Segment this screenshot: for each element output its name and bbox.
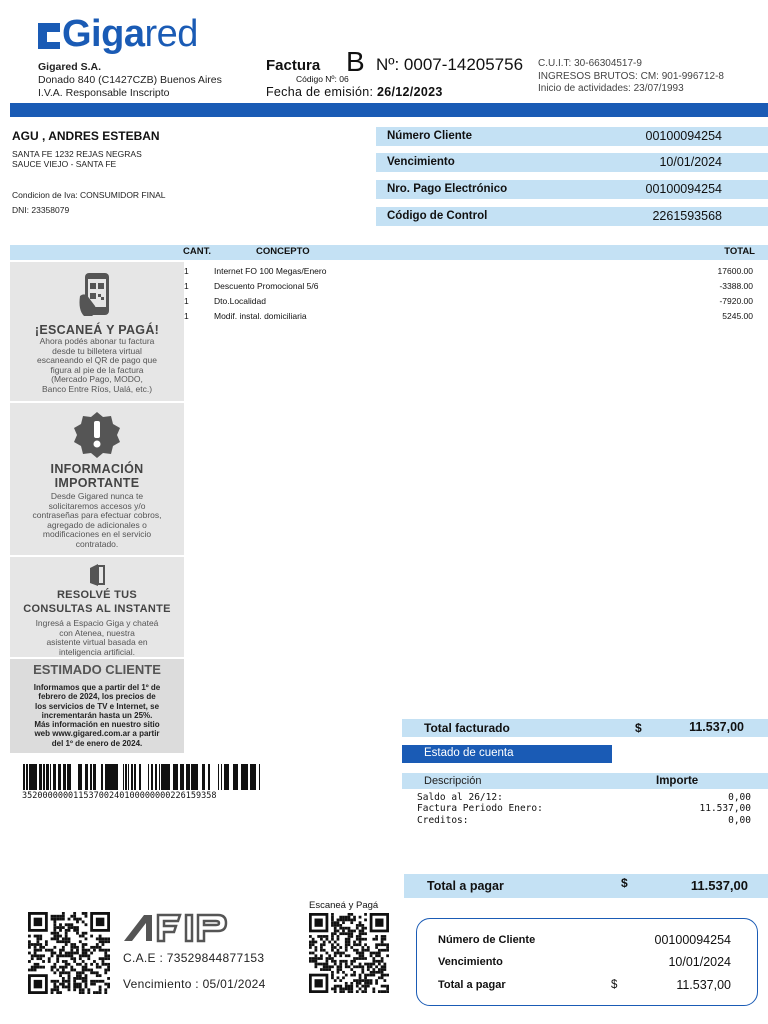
info-row-numero-cliente bbox=[376, 127, 768, 146]
company-name: Gigared S.A. bbox=[38, 61, 102, 73]
summary-row-vencimiento bbox=[438, 954, 734, 970]
cae-vencimiento: Vencimiento : 05/01/2024 bbox=[123, 977, 266, 991]
invoice-title: Factura bbox=[266, 57, 321, 74]
consultas-title-2: CONSULTAS AL INSTANTE bbox=[23, 603, 171, 615]
descripcion-header bbox=[402, 773, 768, 789]
afip-logo bbox=[122, 911, 246, 943]
company-address: Donado 840 (C1427CZB) Buenos Aires bbox=[38, 74, 222, 86]
header-divider bbox=[10, 103, 768, 117]
item-total: 5245.00 bbox=[722, 311, 753, 321]
summary-currency: $ bbox=[611, 979, 618, 991]
account-row-label: Saldo al 26/12: bbox=[417, 792, 503, 803]
client-address-line-2: SAUCE VIEJO - SANTA FE bbox=[12, 159, 117, 169]
client-dni: DNI: 23358079 bbox=[12, 205, 70, 215]
important-title-1: INFORMACIÓN bbox=[50, 462, 144, 476]
estado-cuenta-header bbox=[402, 745, 612, 763]
table-row bbox=[184, 311, 754, 325]
summary-label: Vencimiento bbox=[438, 956, 503, 968]
col-concepto: CONCEPTO bbox=[256, 246, 310, 257]
summary-value: 11.537,00 bbox=[676, 978, 731, 992]
issue-date bbox=[266, 85, 443, 99]
client-iva-condition: Condicion de Iva: CONSUMIDOR FINAL bbox=[12, 190, 166, 200]
scan-and-pay-block bbox=[10, 262, 184, 401]
invoice-codigo: Código Nº: 06 bbox=[296, 74, 349, 84]
client-address-line-1: SANTA FE 1232 REJAS NEGRAS bbox=[12, 149, 142, 159]
item-concepto: Descuento Promocional 5/6 bbox=[214, 281, 319, 291]
total-facturado-row bbox=[402, 719, 768, 737]
info-value: 2261593568 bbox=[652, 209, 722, 223]
item-cant: 1 bbox=[184, 311, 189, 321]
item-concepto: Dto.Localidad bbox=[214, 296, 266, 306]
item-concepto: Internet FO 100 Megas/Enero bbox=[214, 266, 327, 276]
important-text: Desde Gigared nunca te solicitaremos accesos y/o contraseñas para efectuar cobros, agregado de adicionales o modificaciones en el servicio contratado. bbox=[32, 491, 162, 549]
summary-row-total bbox=[438, 977, 734, 993]
payment-qr-code[interactable] bbox=[309, 913, 389, 993]
item-total: 17600.00 bbox=[717, 266, 753, 276]
account-row-label: Creditos: bbox=[417, 815, 469, 826]
item-cant: 1 bbox=[184, 296, 189, 306]
info-row-pago-electronico bbox=[376, 180, 768, 199]
account-row bbox=[417, 803, 751, 815]
client-name: AGU , ANDRES ESTEBAN bbox=[12, 129, 160, 143]
currency-symbol: $ bbox=[621, 876, 628, 890]
summary-label: Total a pagar bbox=[438, 979, 506, 991]
inicio-actividades: Inicio de actividades: 23/07/1993 bbox=[538, 83, 684, 94]
estimado-title: ESTIMADO CLIENTE bbox=[33, 662, 161, 677]
total-a-pagar-row bbox=[404, 874, 768, 898]
chat-device-icon bbox=[86, 562, 108, 588]
summary-label: Número de Cliente bbox=[438, 934, 536, 946]
info-row-codigo-control bbox=[376, 207, 768, 226]
total-facturado-label: Total facturado bbox=[424, 721, 510, 735]
warning-badge-icon bbox=[70, 410, 124, 458]
tax-info bbox=[538, 58, 724, 96]
consultas-text: Ingresá a Espacio Giga y chateá con Atenea, nuestra asistente virtual basada en inteligencia artificial. bbox=[35, 618, 159, 657]
account-row-label: Factura Periodo Enero: bbox=[417, 803, 543, 814]
estado-cuenta-label: Estado de cuenta bbox=[424, 747, 514, 759]
item-cant: 1 bbox=[184, 281, 189, 291]
issue-date-label: Fecha de emisión: bbox=[266, 85, 374, 99]
gigared-logo-mark-icon bbox=[38, 19, 60, 49]
total-a-pagar-value: 11.537,00 bbox=[690, 878, 748, 893]
info-label: Código de Control bbox=[387, 210, 488, 222]
invoice-letter: B bbox=[346, 46, 365, 77]
descripcion-label: Descripción bbox=[424, 775, 482, 787]
info-label: Número Cliente bbox=[387, 130, 472, 142]
cuit: C.U.I.T: 30-66304517-9 bbox=[538, 58, 642, 69]
table-row bbox=[184, 281, 754, 295]
total-a-pagar-label: Total a pagar bbox=[427, 879, 504, 893]
scan-text: Ahora podés abonar tu factura desde tu billetera virtual escaneando el QR de pago que figura al pie de la factura (Mercado Pago, MODO, Banco Entre Ríos, Ualá, etc.) bbox=[36, 336, 158, 394]
consultas-title-1: RESOLVÉ TUS bbox=[56, 589, 138, 601]
company-iva: I.V.A. Responsable Inscripto bbox=[38, 87, 170, 99]
estimado-cliente-block bbox=[10, 659, 184, 753]
account-row-value: 0,00 bbox=[728, 792, 751, 803]
account-row-value: 0,00 bbox=[728, 815, 751, 826]
company-info bbox=[38, 61, 222, 100]
info-row-vencimiento bbox=[376, 153, 768, 172]
scan-pay-label: Escaneá y Pagá bbox=[309, 900, 379, 911]
invoice-number: Nº: 0007-14205756 bbox=[376, 55, 524, 74]
account-row bbox=[417, 815, 751, 827]
account-row-value: 11.537,00 bbox=[699, 803, 751, 814]
scan-title: ¡ESCANEÁ Y PAGÁ! bbox=[34, 323, 160, 337]
importe-label: Importe bbox=[656, 775, 699, 787]
info-value: 00100094254 bbox=[645, 182, 722, 196]
item-concepto: Modif. instal. domiciliaria bbox=[214, 311, 307, 321]
issue-date-value: 26/12/2023 bbox=[377, 85, 443, 99]
table-row bbox=[184, 266, 754, 280]
gigared-logo bbox=[38, 14, 198, 54]
item-total: -7920.00 bbox=[719, 296, 753, 306]
barcode-number: 35200000001153700240100000000226159358 bbox=[22, 791, 217, 801]
phone-qr-icon bbox=[74, 270, 120, 320]
concept-table-header bbox=[10, 245, 768, 260]
info-value: 10/01/2024 bbox=[659, 155, 722, 169]
table-row bbox=[184, 296, 754, 310]
cae-number: C.A.E : 73529844877153 bbox=[123, 951, 265, 965]
info-label: Vencimiento bbox=[387, 156, 455, 168]
estimado-text: Informamos que a partir del 1º de febrero de 2024, los precios de los servicios de TV e Internet, se incrementarán hasta un 25%. Más información en nuestro sitio web www.gigared.com.ar a partir del 1º de enero de 2024. bbox=[33, 683, 161, 748]
consultas-block bbox=[10, 557, 184, 657]
summary-value: 10/01/2024 bbox=[668, 955, 731, 969]
important-info-block bbox=[10, 403, 184, 555]
summary-row-cliente bbox=[438, 932, 734, 948]
important-title-2: IMPORTANTE bbox=[54, 476, 140, 490]
item-cant: 1 bbox=[184, 266, 189, 276]
info-value: 00100094254 bbox=[645, 129, 722, 143]
col-cant: CANT. bbox=[183, 246, 211, 257]
total-facturado-value: 11.537,00 bbox=[689, 720, 744, 734]
ingresos-brutos: INGRESOS BRUTOS: CM: 901-996712-8 bbox=[538, 70, 724, 82]
afip-qr-code bbox=[26, 912, 112, 994]
info-label: Nro. Pago Electrónico bbox=[387, 183, 508, 195]
currency-symbol: $ bbox=[635, 721, 642, 735]
col-total: TOTAL bbox=[724, 246, 755, 257]
item-total: -3388.00 bbox=[719, 281, 753, 291]
summary-value: 00100094254 bbox=[654, 933, 731, 947]
logo-text: Gigared bbox=[62, 13, 198, 55]
payment-barcode bbox=[22, 764, 268, 790]
